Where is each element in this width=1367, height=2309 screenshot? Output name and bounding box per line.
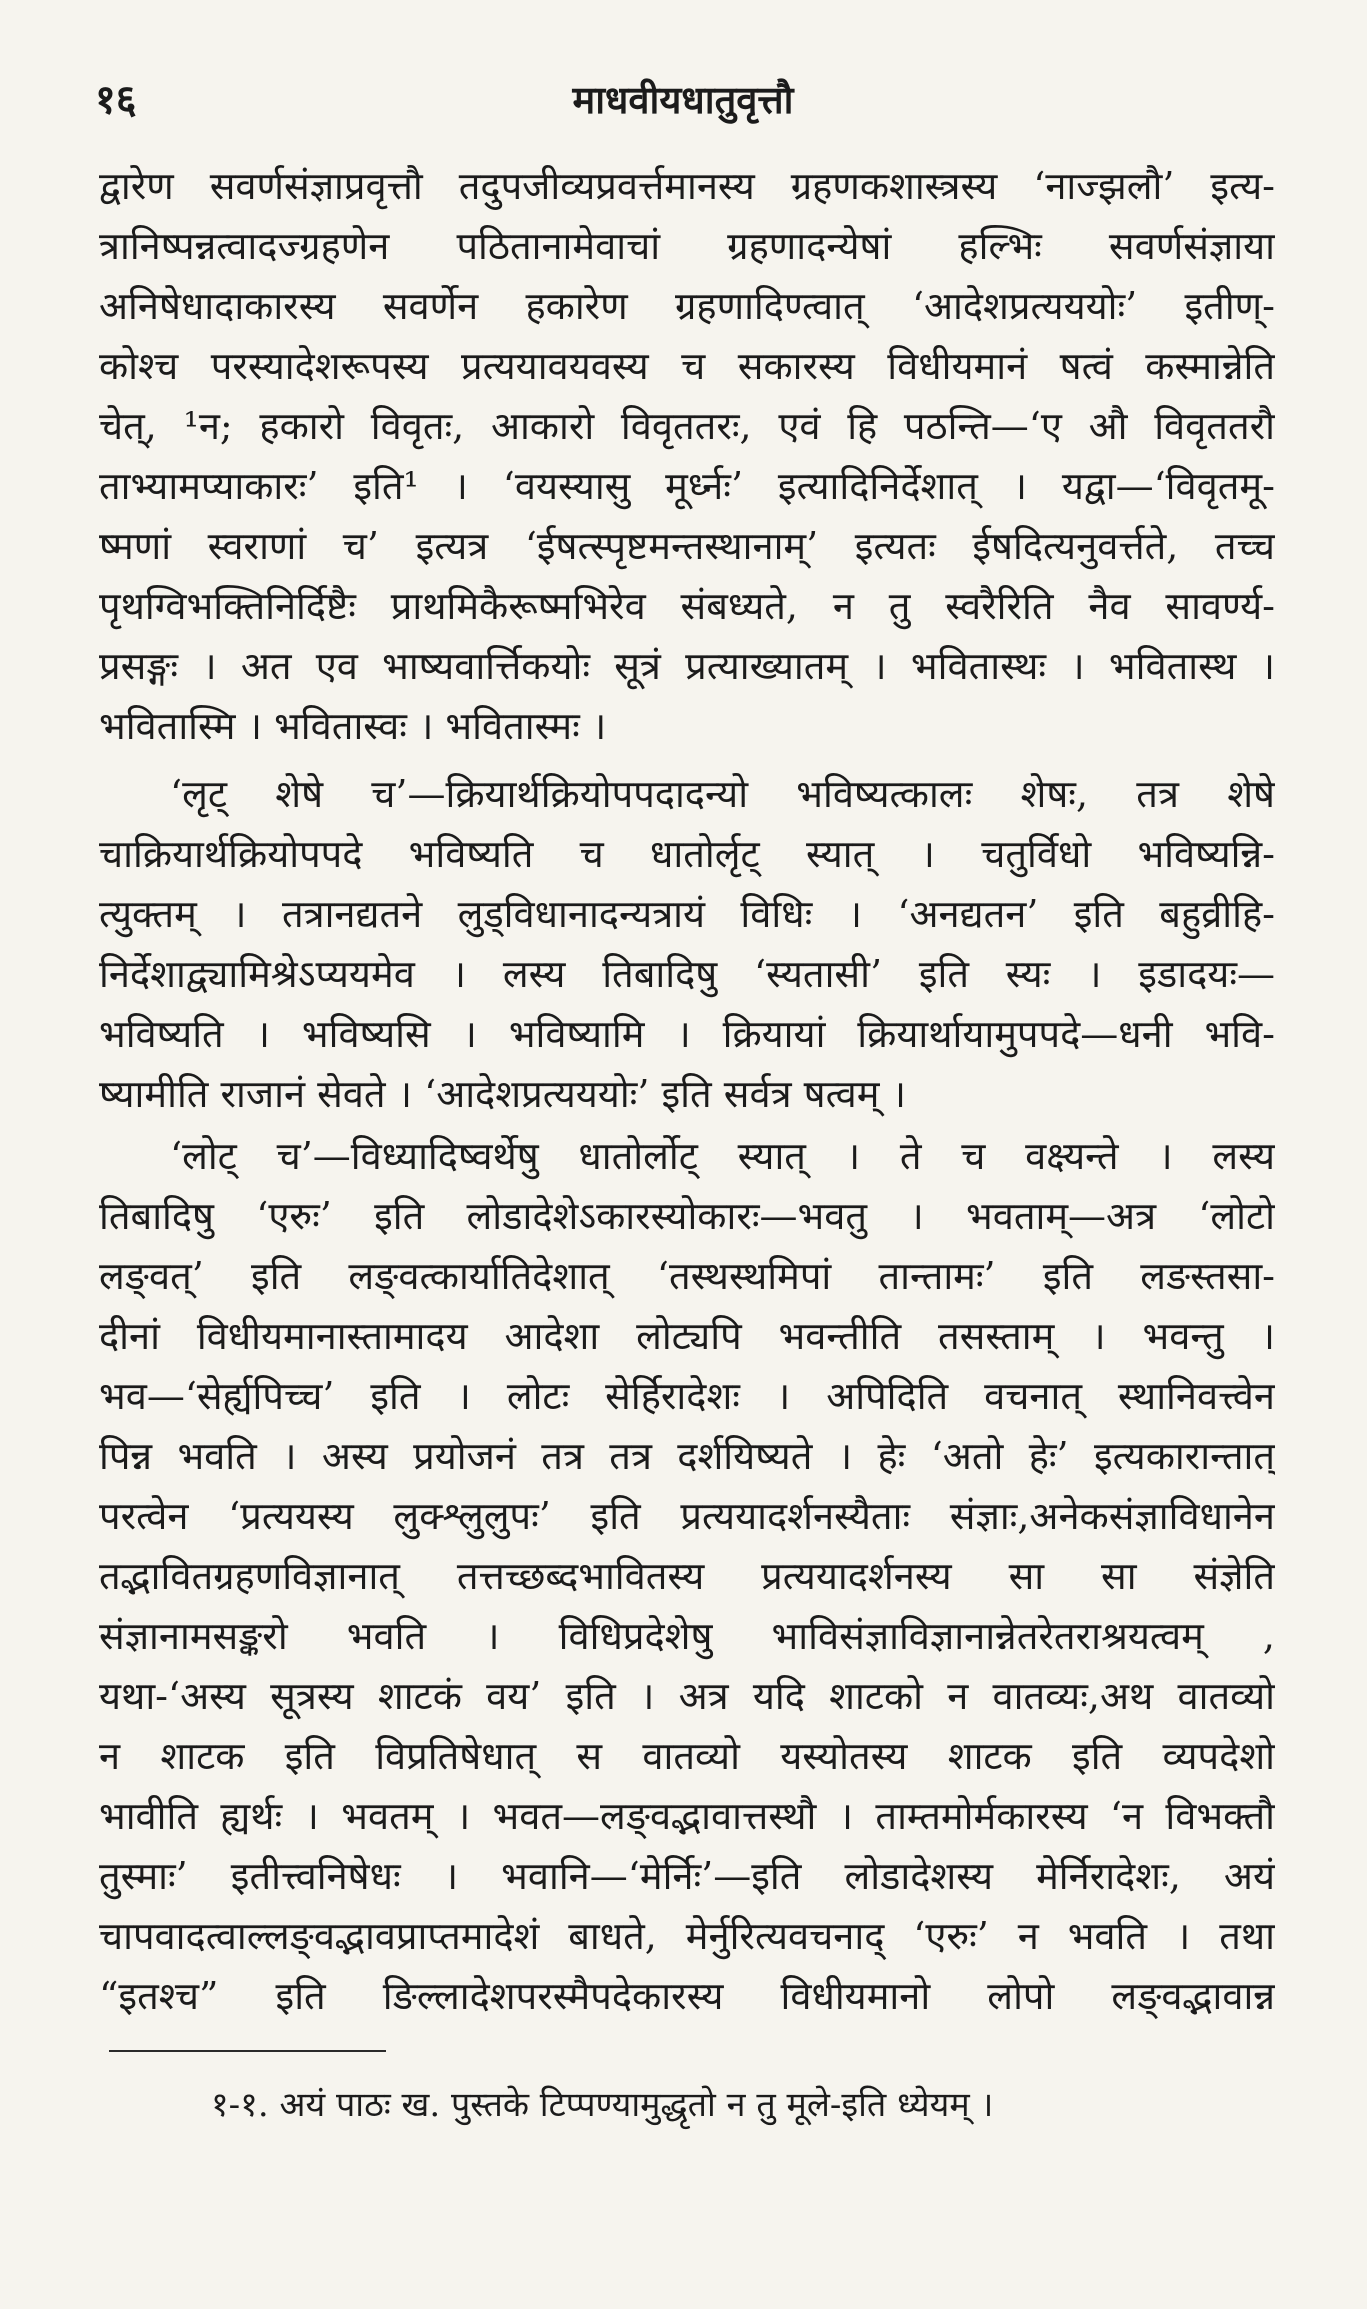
text-line: निर्देशाद्व्यामिश्रेऽप्ययमेव । लस्य तिबादिषु ‘स्यतासी’ इति स्यः । इडादयः—	[99, 952, 1275, 996]
text-line: कोश्च परस्यादेशरूपस्य प्रत्ययावयवस्य च सकारस्य विधीयमानं षत्वं कस्मान्नेति	[99, 344, 1275, 388]
paragraph	[99, 764, 1275, 1124]
text-line: ष्यामीति राजानं सेवते । ‘आदेशप्रत्यययोः’ इति सर्वत्र षत्वम् ।	[99, 1072, 906, 1116]
text-line: न शाटक इति विप्रतिषेधात् स वातव्यो यस्योतस्य शाटक इति व्यपदेशो	[99, 1734, 1275, 1778]
text-line: पिन्न भवति । अस्य प्रयोजनं तत्र तत्र दर्शयिष्यते । हेः ‘अतो हेः’ इत्यकारान्तात्	[99, 1434, 1275, 1478]
text-line: तुस्माः’ इतीत्त्वनिषेधः । भवानि—‘मेर्निः’—इति लोडादेशस्य मेर्निरादेशः, अयं	[99, 1854, 1275, 1898]
text-line: भवितास्मि । भवितास्वः । भवितास्मः ।	[99, 704, 607, 748]
paragraph	[99, 156, 1275, 756]
text-line: ताभ्यामप्याकारः’ इति¹ । ‘वयस्यासु मूर्ध्नः’ इत्यादिनिर्देशात् । यद्वा—‘विवृतमू-	[99, 464, 1275, 508]
text-line: तिबादिषु ‘एरुः’ इति लोडादेशेऽकारस्योकारः—भवतु । भवताम्—अत्र ‘लोटो	[99, 1194, 1275, 1238]
text-line: त्युक्तम् । तत्रानद्यतने लुड्विधानादन्यत्रायं विधिः । ‘अनद्यतन’ इति बहुव्रीहि-	[99, 892, 1275, 936]
text-line: ‘लृट् शेषे च’—क्रियार्थक्रियोपपदादन्यो भविष्यत्कालः शेषः, तत्र शेषे	[170, 772, 1275, 816]
paragraph	[99, 1126, 1275, 2026]
text-line: परत्वेन ‘प्रत्ययस्य लुक्श्लुलुपः’ इति प्रत्ययादर्शनस्यैताः संज्ञाः,अनेकसंज्ञाविधानेन	[99, 1494, 1275, 1538]
text-line: भविष्यति । भविष्यसि । भविष्यामि । क्रियायां क्रियार्थायामुपपदे—धनी भवि-	[99, 1012, 1275, 1056]
text-line: प्रसङ्गः । अत एव भाष्यवार्त्तिकयोः सूत्रं प्रत्याख्यातम् । भवितास्थः । भवितास्थ ।	[99, 644, 1275, 688]
text-line: संज्ञानामसङ्करो भवति । विधिप्रदेशेषु भाविसंज्ञाविज्ञानान्नेतरेतराश्रयत्वम् ,	[99, 1614, 1275, 1658]
text-line: चाक्रियार्थक्रियोपपदे भविष्यति च धातोर्लृट् स्यात् । चतुर्विधो भविष्यन्नि-	[99, 832, 1275, 876]
text-line: लङ्वत्’ इति लङ्वत्कार्यातिदेशात् ‘तस्थस्थमिपां तान्तामः’ इति लङस्तसा-	[99, 1254, 1275, 1298]
text-line: पृथग्विभक्तिनिर्दिष्टैः प्राथमिकैरूष्मभिरेव संबध्यते, न तु स्वरैरिति नैव सावर्ण्य-	[99, 584, 1275, 628]
text-line: त्रानिष्पन्नत्वादज्ग्रहणेन पठितानामेवाचां ग्रहणादन्येषां हल्भिः सवर्णसंज्ञाया	[99, 224, 1275, 268]
text-line: द्वारेण सवर्णसंज्ञाप्रवृत्तौ तदुपजीव्यप्रवर्त्तमानस्य ग्रहणकशास्त्रस्य ‘नाज्झलौ’ इत्य-	[99, 164, 1275, 208]
footnote-divider	[109, 2050, 386, 2052]
running-title: माधवीयधातुवृत्तौ	[572, 77, 794, 122]
text-line: तद्भावितग्रहणविज्ञानात् तत्तच्छब्दभावितस्य प्रत्ययादर्शनस्य सा सा संज्ञेति	[99, 1554, 1275, 1598]
text-line: अनिषेधादाकारस्य सवर्णेन हकारेण ग्रहणादिण्त्वात् ‘आदेशप्रत्यययोः’ इतीण्-	[99, 284, 1275, 328]
text-line: “इतश्च” इति ङिल्लादेशपरस्मैपदेकारस्य विधीयमानो लोपो लङ्वद्भावान्न	[99, 1974, 1275, 2018]
text-line: चापवादत्वाल्लङ्वद्भावप्राप्तमादेशं बाधते, मेर्नुरित्यवचनाद् ‘एरुः’ न भवति । तथा	[99, 1914, 1275, 1958]
footnote: १-१. अयं पाठः ख. पुस्तके टिप्पण्यामुद्धृतो न तु मूले-इति ध्येयम् ।	[211, 2085, 994, 2125]
text-line: ‘लोट् च’—विध्यादिष्वर्थेषु धातोर्लोट् स्यात् । ते च वक्ष्यन्ते । लस्य	[170, 1134, 1275, 1178]
text-line: चेत्, ¹न; हकारो विवृतः, आकारो विवृततरः, एवं हि पठन्ति—‘ए औ विवृततरौ	[99, 404, 1275, 448]
text-line: ष्मणां स्वराणां च’ इत्यत्र ‘ईषत्स्पृष्टमन्तस्थानाम्’ इत्यतः ईषदित्यनुवर्त्तते, तच्च	[99, 524, 1275, 568]
text-line: भावीति ह्यर्थः । भवतम् । भवत—लङ्वद्भावात्तस्थौ । ताम्तमोर्मकारस्य ‘न विभक्तौ	[99, 1794, 1275, 1838]
text-line: दीनां विधीयमानास्तामादय आदेशा लोट्यपि भवन्तीति तसस्ताम् । भवन्तु ।	[99, 1314, 1275, 1358]
page-number: १६	[95, 76, 137, 123]
text-line: यथा-‘अस्य सूत्रस्य शाटकं वय’ इति । अत्र यदि शाटको न वातव्यः,अथ वातव्यो	[99, 1674, 1275, 1718]
text-line: भव—‘सेर्ह्यपिच्च’ इति । लोटः सेर्हिरादेशः । अपिदिति वचनात् स्थानिवत्त्वेन	[99, 1374, 1275, 1418]
